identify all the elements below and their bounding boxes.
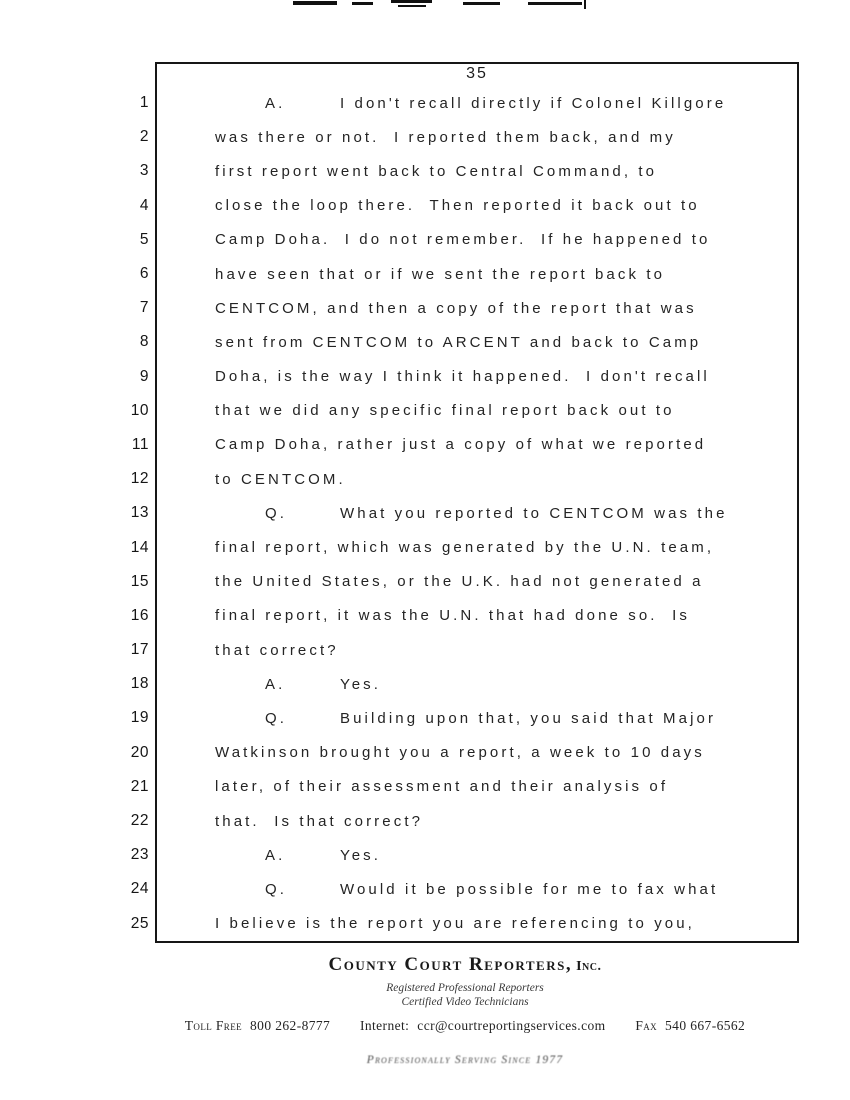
internet-address: ccr@courtreportingservices.com	[417, 1018, 606, 1033]
transcript-line	[139, 291, 797, 325]
line-text	[157, 129, 676, 146]
line-number: 23	[130, 846, 149, 864]
line-number: 7	[139, 299, 149, 317]
line-number: 1	[139, 94, 149, 112]
line-number: 4	[139, 196, 149, 214]
line-body: Doha, is the way I think it happened. I don't recall	[215, 368, 710, 386]
line-number: 6	[139, 265, 149, 283]
line-text	[157, 402, 675, 419]
transcript-line	[130, 599, 797, 633]
transcript-line	[139, 120, 797, 154]
transcript-line	[130, 736, 797, 770]
speaker-label: A.	[265, 846, 286, 864]
transcript-line	[139, 189, 797, 223]
toll-free-label: Toll Free	[184, 1018, 243, 1033]
transcript-line	[130, 701, 797, 735]
line-text	[157, 163, 657, 180]
line-body: that. Is that correct?	[215, 812, 424, 830]
reporter-footer	[80, 954, 850, 1066]
line-body: I believe is the report you are referencing to you,	[215, 915, 695, 933]
line-text	[157, 744, 705, 761]
line-text	[157, 676, 381, 693]
speaker-label: Q.	[265, 709, 288, 727]
scan-artifact	[584, 0, 586, 9]
line-text	[157, 231, 710, 248]
line-number: 24	[130, 880, 149, 898]
line-text	[157, 266, 665, 283]
line-body: What you reported to CENTCOM was the	[340, 504, 728, 522]
transcript-line	[130, 565, 797, 599]
line-body: Building upon that, you said that Major	[340, 709, 717, 727]
transcript-line	[139, 223, 797, 257]
internet-group	[360, 1018, 606, 1033]
contact-line	[80, 1018, 850, 1034]
line-text	[157, 471, 346, 488]
line-body: to CENTCOM.	[215, 470, 346, 488]
transcript-line	[130, 394, 797, 428]
transcript-line	[139, 154, 797, 188]
line-number: 14	[130, 538, 149, 556]
toll-free-group	[185, 1018, 330, 1033]
line-body: that we did any specific final report back out to	[215, 402, 675, 420]
line-text	[157, 95, 726, 112]
line-body: that correct?	[215, 641, 339, 659]
line-number: 5	[139, 230, 149, 248]
line-body: final report, it was the U.N. that had done so. Is	[215, 607, 690, 625]
line-body: was there or not. I reported them back, and my	[215, 128, 676, 146]
internet-label: Internet:	[359, 1018, 410, 1033]
transcript-line	[139, 86, 797, 120]
transcript-line	[130, 838, 797, 872]
line-number: 9	[139, 367, 149, 385]
toll-free-number: 800 262-8777	[250, 1018, 331, 1033]
transcript-lines	[130, 86, 797, 941]
line-text	[157, 300, 697, 317]
line-number: 3	[139, 162, 149, 180]
line-body: Yes.	[340, 675, 382, 693]
scan-artifact	[398, 5, 426, 7]
line-text	[157, 539, 714, 556]
line-text	[157, 813, 423, 830]
line-body: later, of their assessment and their analysis of	[215, 778, 669, 796]
line-number: 21	[130, 777, 149, 795]
fax-label: Fax	[635, 1018, 658, 1033]
line-number: 17	[130, 641, 149, 659]
line-text	[157, 505, 728, 522]
fax-number: 540 667-6562	[665, 1018, 746, 1033]
line-text	[157, 197, 700, 214]
line-number: 11	[131, 435, 149, 453]
line-number: 10	[130, 401, 149, 419]
transcript-line	[130, 872, 797, 906]
scan-artifact	[293, 1, 337, 5]
company-name-main: County Court Reporters,	[328, 954, 573, 975]
line-text	[157, 881, 718, 898]
line-body: first report went back to Central Command, to	[215, 162, 658, 180]
page-number: 35	[466, 65, 488, 82]
line-number: 13	[130, 504, 149, 522]
line-number: 19	[130, 709, 149, 727]
transcript-line	[130, 907, 797, 941]
line-body: CENTCOM, and then a copy of the report that was	[215, 299, 697, 317]
line-text	[157, 642, 339, 659]
transcript-line	[130, 530, 797, 564]
line-text	[157, 778, 668, 795]
company-name-suffix: Inc.	[572, 959, 602, 974]
transcript-line	[130, 462, 797, 496]
company-tagline: Professionally Serving Since 1977	[366, 1054, 564, 1066]
line-number: 15	[130, 572, 149, 590]
fax-group	[635, 1018, 745, 1033]
speaker-label: Q.	[265, 504, 288, 522]
speaker-label: Q.	[265, 880, 288, 898]
line-number: 22	[130, 812, 149, 830]
line-body: Yes.	[340, 846, 382, 864]
line-body: sent from CENTCOM to ARCENT and back to Camp	[215, 333, 702, 351]
line-number: 20	[130, 743, 149, 761]
scan-artifact	[352, 2, 373, 5]
line-body: have seen that or if we sent the report back to	[215, 265, 666, 283]
company-subtitle-technicians: Certified Video Technicians	[401, 996, 529, 1008]
transcript-line	[139, 325, 797, 359]
line-body: Would it be possible for me to fax what	[340, 880, 719, 898]
line-text	[157, 710, 716, 727]
scan-artifact	[528, 2, 582, 5]
scan-artifact	[391, 0, 432, 3]
line-text	[157, 847, 381, 864]
line-number: 16	[130, 606, 149, 624]
transcript-line	[130, 770, 797, 804]
transcript-line	[139, 257, 797, 291]
transcript-line	[139, 360, 797, 394]
line-body: Camp Doha, rather just a copy of what we reported	[215, 436, 707, 454]
transcript-line	[130, 496, 797, 530]
line-text	[157, 915, 695, 932]
line-text	[157, 607, 690, 624]
transcript-line	[130, 804, 797, 838]
speaker-label: A.	[265, 94, 286, 112]
line-number: 18	[130, 675, 149, 693]
transcript-line	[130, 633, 797, 667]
line-text	[157, 436, 706, 453]
line-number: 12	[130, 470, 149, 488]
company-name	[80, 954, 850, 976]
line-text	[157, 573, 704, 590]
line-body: I don't recall directly if Colonel Killgore	[340, 94, 727, 112]
company-subtitle-reporters: Registered Professional Reporters	[386, 982, 544, 994]
transcript-line	[131, 428, 797, 462]
speaker-label: A.	[265, 675, 286, 693]
line-body: Camp Doha. I do not remember. If he happened to	[215, 231, 711, 249]
line-number: 2	[139, 128, 149, 146]
scan-artifact	[463, 2, 500, 5]
line-body: final report, which was generated by the U.N. team,	[215, 539, 715, 557]
line-body: Watkinson brought you a report, a week to 10 days	[215, 744, 705, 762]
line-body: the United States, or the U.K. had not generated a	[215, 573, 704, 591]
transcript-line	[130, 667, 797, 701]
line-body: close the loop there. Then reported it back out to	[215, 197, 700, 215]
line-number: 25	[130, 914, 149, 932]
line-number: 8	[139, 333, 149, 351]
transcript-box	[130, 62, 799, 943]
line-text	[157, 334, 701, 351]
line-text	[157, 368, 710, 385]
